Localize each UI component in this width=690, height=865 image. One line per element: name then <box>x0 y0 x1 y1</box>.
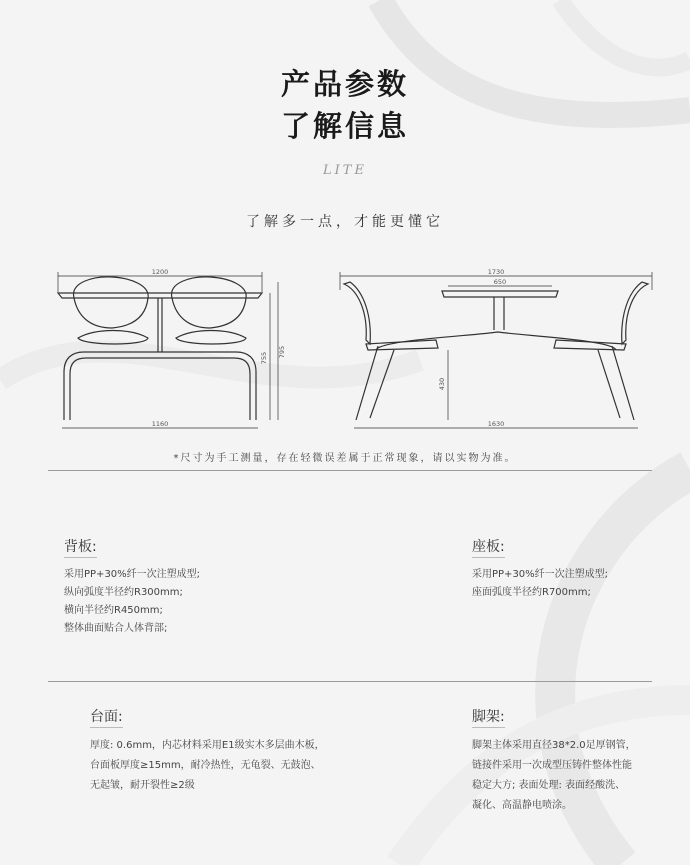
spec-back-line: 整体曲面贴合人体背部; <box>64 623 168 634</box>
dim-front-bottom: 1160 <box>151 420 169 428</box>
dim-front-total-height: 795 <box>278 345 286 359</box>
dim-front-seat-height: 755 <box>260 351 268 365</box>
brand-logo: LITE <box>323 163 367 178</box>
spec-seat <box>472 536 608 602</box>
page-title-line2: 了解信息 <box>280 109 409 143</box>
spec-seat-title: 座板: <box>472 536 505 558</box>
spec-leg-line: 凝化、高温静电喷涂。 <box>472 800 572 811</box>
divider-top <box>48 470 652 471</box>
spec-back-line: 纵向弧度半径约R300mm; <box>64 587 183 598</box>
spec-leg-title: 脚架: <box>472 706 505 728</box>
spec-leg-line: 脚架主体采用直径38*2.0足厚钢管， <box>472 740 636 751</box>
spec-back-line: 横向半径约R450mm; <box>64 605 163 616</box>
spec-seat-line: 座面弧度半径约R700mm; <box>472 587 591 598</box>
divider-bottom <box>48 681 652 682</box>
spec-back-line: 采用PP+30%纤一次注塑成型; <box>64 569 201 580</box>
side-view-drawing <box>340 272 652 428</box>
dim-side-table: 650 <box>493 278 507 286</box>
dim-side-base: 1630 <box>487 420 505 428</box>
dim-front-top: 1200 <box>151 268 169 276</box>
spec-table <box>90 706 325 796</box>
spec-back <box>64 536 200 638</box>
spec-seat-line: 采用PP+30%纤一次注塑成型; <box>472 569 609 580</box>
spec-back-title: 背板: <box>64 536 97 558</box>
product-drawings <box>0 262 690 442</box>
spec-table-line: 台面板厚度≥15mm，耐冷热性，无龟裂、无鼓泡、 <box>90 760 321 771</box>
measurement-note: *尺寸为手工测量，存在轻微误差属于正常现象，请以实物为准。 <box>173 453 517 464</box>
subtitle: 了解多一点，才能更懂它 <box>246 214 444 230</box>
spec-table-title: 台面: <box>90 706 123 728</box>
spec-leg <box>472 706 636 816</box>
dim-side-total: 1730 <box>487 268 505 276</box>
spec-leg-line: 稳定大方; 表面处理: 表面经酸洗、 <box>472 780 626 791</box>
spec-table-line: 厚度: 0.6mm，内芯材料采用E1级实木多层曲木板， <box>90 740 325 751</box>
dim-side-seat-height: 430 <box>438 377 446 391</box>
front-view-drawing <box>58 272 278 428</box>
spec-leg-line: 链接件采用一次成型压铸件整体性能 <box>472 760 632 771</box>
page-title-line1: 产品参数 <box>280 67 409 101</box>
spec-table-line: 无起皱，耐开裂性≥2级 <box>90 780 195 791</box>
